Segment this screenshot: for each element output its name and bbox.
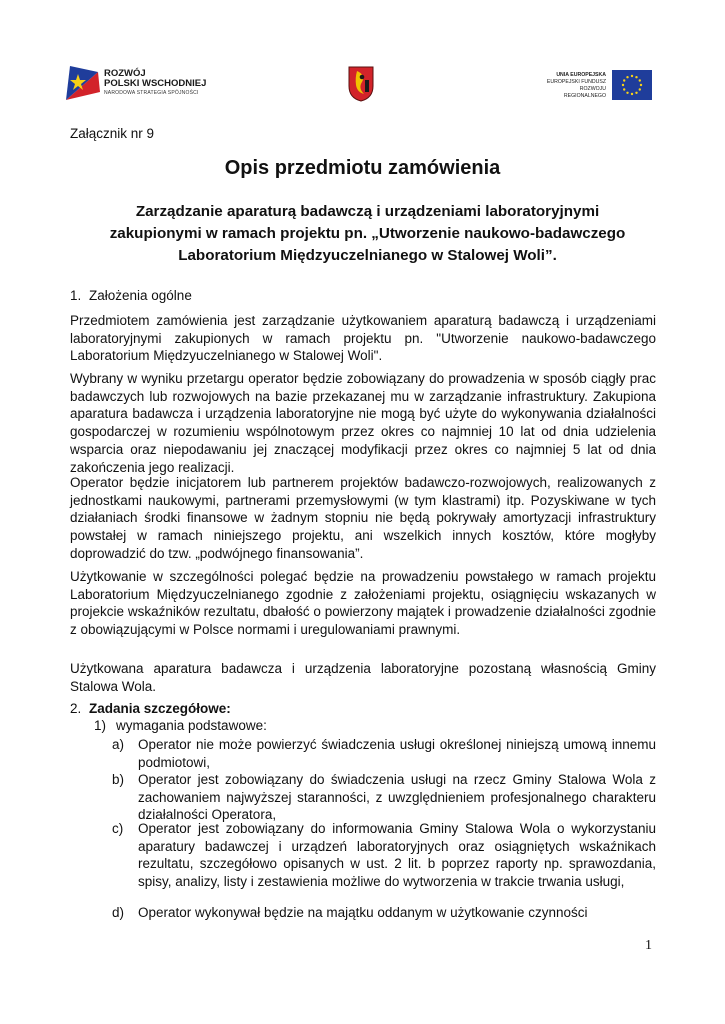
logo-line-3: NARODOWA STRATEGIA SPÓJNOŚCI <box>104 90 199 96</box>
logo-line-1: ROZWÓJ <box>104 68 146 79</box>
section-2-title: Zadania szczegółowe: <box>89 701 231 716</box>
eu-star <box>639 79 641 81</box>
list-item-text: Operator jest zobowiązany do informowania Gminy Stalowa Wola o wykorzystaniu aparatury badawczej i urządzeń laboratoryjnych oraz osiągniętych wskaźnikach rezultatu, szczegółowo opisanych w ust. 2 lit. b poprzez raporty np. sprawozdania, spisy, analizy, listy i zestawienia możliwe do wytworzenia w trakcie trwania usługi, <box>138 821 656 890</box>
list-item <box>112 904 656 922</box>
list-item-text: Operator jest zobowiązany do świadczenia usługi na rzecz Gminy Stalowa Wola z zachowaniem najwyższej staranności, z uwzględnieniem profesjonalnego charakteru działalności Operatora, <box>138 772 656 823</box>
eu-star <box>631 93 633 95</box>
eu-star <box>622 84 624 86</box>
list-item-text: Operator nie może powierzyć świadczenia usługi określonej niniejszą umową innemu podmiotowi, <box>138 737 656 770</box>
section-1-heading <box>70 288 192 303</box>
eu-star <box>635 92 637 94</box>
eu-star <box>639 88 641 90</box>
subsection-1-label: wymagania podstawowe: <box>116 718 267 733</box>
list-item <box>112 736 656 771</box>
list-item-letter: c) <box>112 821 124 836</box>
subsection-1 <box>94 718 267 733</box>
coat-of-arms-icon <box>348 66 374 102</box>
list-item-letter: b) <box>112 772 125 787</box>
rozwoj-polski-wschodniej-logo <box>64 62 234 104</box>
eu-star <box>623 88 625 90</box>
annex-label: Załącznik nr 9 <box>70 126 155 141</box>
paragraph-1: Przedmiotem zamówienia jest zarządzanie użytkowaniem aparaturą badawczą i urządzeniami laboratoryjnymi zakupionych w ramach projektu pn. "Utworzenie naukowo-badawczego Laboratorium Międzyuczelnianego w Stalowej Woli". <box>70 313 656 364</box>
stalowa-wola-crest <box>348 66 374 102</box>
list-item-letter: d) <box>112 905 125 920</box>
document-subtitle: Zarządzanie aparaturą badawczą i urządzeniami laboratoryjnymi zakupionymi w ramach projektu pn. „Utworzenie naukowo-badawczego Laboratorium Międzyuczelnianego w Stalowej Woli”. <box>109 203 626 264</box>
eu-line-2: EUROPEJSKI FUNDUSZ <box>546 79 606 85</box>
list-item <box>112 820 656 891</box>
paragraph-5: Użytkowana aparatura badawcza i urządzenia laboratoryjne pozostaną własnością Gminy Stalowa Wola. <box>70 661 656 694</box>
list-item-letter: a) <box>112 737 125 752</box>
section-2-heading <box>70 701 231 716</box>
page-title: Opis przedmiotu zamówienia <box>224 157 501 179</box>
eu-flag-icon <box>612 70 652 100</box>
eu-star <box>623 79 625 81</box>
section-1-number: 1. <box>70 288 82 303</box>
paragraph-2: Wybrany w wyniku przetargu operator będzie zobowiązany do prowadzenia w sposób ciągły prac badawczych lub rozwojowych na bazie przekazanej mu w zarządzanie infrastruktury. Zakupiona aparatura badawcza i urządzenia laboratoryjne nie mogą być użyte do wykonywania działalności gospodarczej w rozumieniu wspólnotowym przez okres co najmniej 10 lat od dnia udzielenia wsparcia oraz niepodawaniu jej znaczącej modyfikacji przez okres co najmniej 5 lat od dnia zakończenia jego realizacji. <box>70 371 656 475</box>
paragraph-4: Użytkowanie w szczególności polegać będzie na prowadzeniu powstałego w ramach projektu Laboratorium Międzyuczelnianego zgodnie z założeniami projektu, osiągnięciu wskazanych w projekcie wskaźników rezultatu, dbałość o powierzony majątek i prowadzenie działalności zgodnie z obowiązującymi w Polsce normami i uregulowaniami prawnymi. <box>70 569 656 638</box>
eu-star <box>631 75 633 77</box>
list-item-text: Operator wykonywał będzie na majątku oddanym w użytkowanie czynności <box>138 905 588 920</box>
logo-line-2: POLSKI WSCHODNIEJ <box>104 78 207 89</box>
section-1-title: Założenia ogólne <box>89 288 192 303</box>
eu-star <box>640 84 642 86</box>
eu-star <box>626 92 628 94</box>
eu-line-1: UNIA EUROPEJSKA <box>556 72 606 78</box>
list-item <box>112 771 656 824</box>
subsection-1-number: 1) <box>94 718 107 733</box>
paragraph-3: Operator będzie inicjatorem lub partnerem projektów badawczo-rozwojowych, realizowanych z jednostkami naukowymi, partnerami przemysłowymi (w tym klastrami) itp. Pozyskiwane w tych działaniach środki finansowe w żadnym stopniu nie będą pokrywały amortyzacji infrastruktury powstałej w ramach niniejszego projektu, ani wszelkich innych kosztów, które mogłyby doprowadzić do tzw. „podwójnego finansowania”. <box>70 475 656 561</box>
page-number: 1 <box>645 938 652 953</box>
eu-star <box>635 76 637 78</box>
eu-line-3: ROZWOJU REGIONALNEGO <box>563 86 606 99</box>
section-2-number: 2. <box>70 701 82 716</box>
star-flag-icon <box>64 62 102 102</box>
eu-star <box>626 76 628 78</box>
unia-europejska-logo <box>540 70 652 102</box>
